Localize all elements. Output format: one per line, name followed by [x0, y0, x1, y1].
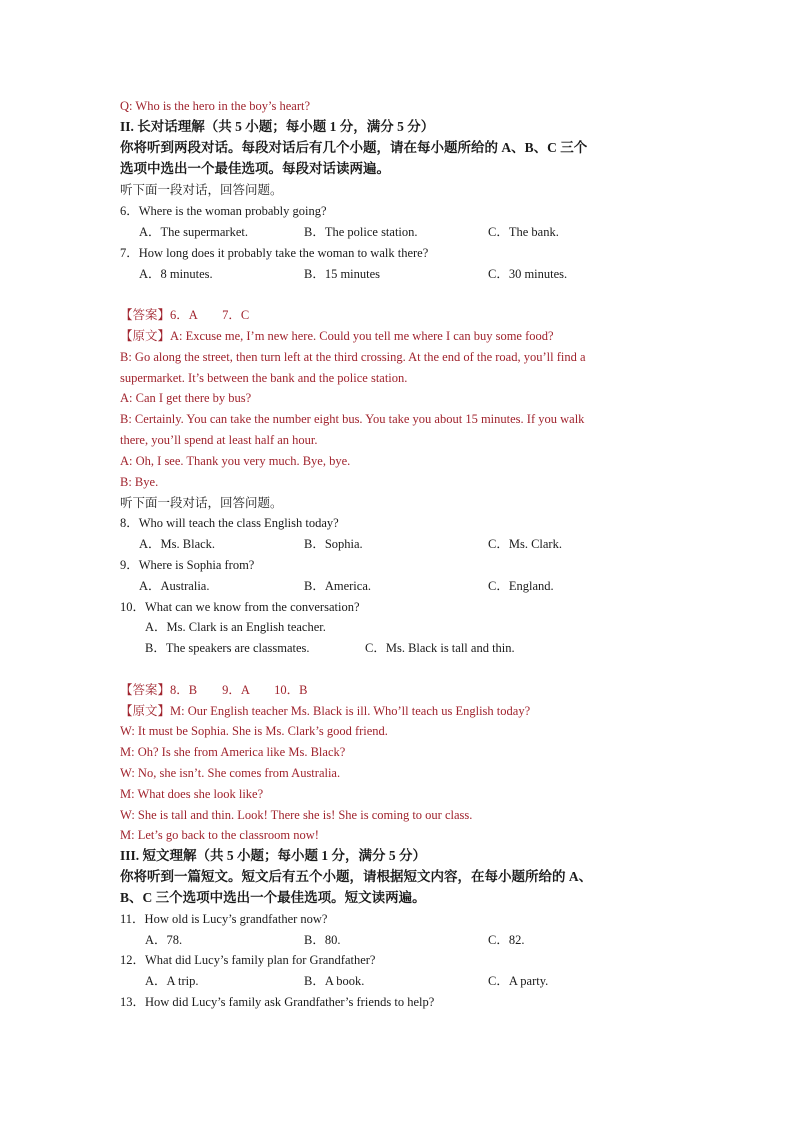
section-instruction: 选项中选出一个最佳选项。每段对话读两遍。: [120, 161, 390, 176]
question-7: 7．How long does it probably take the woman to walk there?: [120, 246, 429, 260]
question-6: 6．Where is the woman probably going?: [120, 204, 327, 218]
section-title-long-dialogue: II. 长对话理解（共 5 小题；每小题 1 分，满分 5 分）: [120, 119, 435, 134]
listening-prompt: 听下面一段对话，回答问题。: [120, 496, 283, 510]
option-a: A．Ms. Clark is an English teacher.: [145, 620, 326, 634]
section-title-passage: III. 短文理解（共 5 小题；每小题 1 分，满分 5 分）: [120, 848, 427, 863]
option-b: B．A book.: [304, 974, 365, 988]
option-b: B．America.: [304, 579, 371, 593]
transcript-line: M: Oh? Is she from America like Ms. Black?: [120, 745, 346, 759]
option-b: B．80.: [304, 933, 341, 947]
option-c: C．England.: [488, 579, 554, 593]
question-12: 12．What did Lucy’s family plan for Grandfather?: [120, 953, 376, 967]
section-instruction: 你将听到一篇短文。短文后有五个小题，请根据短文内容，在每小题所给的 A、: [120, 869, 593, 884]
transcript-line: M: What does she look like?: [120, 787, 264, 801]
section-instruction: B、C 三个选项中选出一个最佳选项。短文读两遍。: [120, 890, 426, 905]
transcript-line: B: Certainly. You can take the number eight bus. You take you about 15 minutes. If you walk: [120, 412, 585, 426]
transcript-line: supermarket. It’s between the bank and the police station.: [120, 371, 408, 385]
option-c: C．A party.: [488, 974, 549, 988]
question-8: 8．Who will teach the class English today?: [120, 516, 339, 530]
option-c: C．30 minutes.: [488, 267, 568, 281]
question-13: 13．How did Lucy’s family ask Grandfather’s friends to help?: [120, 995, 435, 1009]
question-9: 9．Where is Sophia from?: [120, 558, 255, 572]
transcript-line: A: Can I get there by bus?: [120, 391, 252, 405]
transcript-line: B: Go along the street, then turn left at the third crossing. At the end of the road, you’ll find a: [120, 350, 586, 364]
answer-key: 【答案】6．A 7．C: [120, 308, 250, 322]
listening-prompt: 听下面一段对话，回答问题。: [120, 183, 283, 197]
option-a: A．78.: [145, 933, 183, 947]
option-b: B．The speakers are classmates.: [145, 641, 310, 655]
transcript-line: A: Oh, I see. Thank you very much. Bye, bye.: [120, 454, 351, 468]
transcript-line: W: No, she isn’t. She comes from Australia.: [120, 766, 341, 780]
question-11: 11．How old is Lucy’s grandfather now?: [120, 912, 328, 926]
transcript-line: 【原文】M: Our English teacher Ms. Black is ill. Who’ll teach us English today?: [120, 704, 531, 718]
option-a: A．8 minutes.: [139, 267, 213, 281]
transcript-line: W: She is tall and thin. Look! There she is! She is coming to our class.: [120, 808, 473, 822]
option-a: A．Ms. Black.: [139, 537, 216, 551]
transcript-line: W: It must be Sophia. She is Ms. Clark’s good friend.: [120, 724, 388, 738]
section-instruction: 你将听到两段对话。每段对话后有几个小题，请在每小题所给的 A、B、C 三个: [120, 140, 588, 155]
question-10: 10．What can we know from the conversation?: [120, 600, 360, 614]
hero-question: Q: Who is the hero in the boy’s heart?: [120, 99, 311, 113]
option-b: B．Sophia.: [304, 537, 363, 551]
answer-key: 【答案】8．B 9．A 10．B: [120, 683, 308, 697]
transcript-line: there, you’ll spend at least half an hour.: [120, 433, 318, 447]
option-b: B．15 minutes: [304, 267, 381, 281]
transcript-line: M: Let’s go back to the classroom now!: [120, 828, 319, 842]
option-a: A．A trip.: [145, 974, 199, 988]
option-c: C．The bank.: [488, 225, 559, 239]
option-c: C．Ms. Black is tall and thin.: [365, 641, 515, 655]
transcript-line: 【原文】A: Excuse me, I’m new here. Could you tell me where I can buy some food?: [120, 329, 554, 343]
option-c: C．Ms. Clark.: [488, 537, 562, 551]
option-a: A．Australia.: [139, 579, 210, 593]
transcript-line: B: Bye.: [120, 475, 159, 489]
option-b: B．The police station.: [304, 225, 418, 239]
option-c: C．82.: [488, 933, 525, 947]
option-a: A．The supermarket.: [139, 225, 248, 239]
